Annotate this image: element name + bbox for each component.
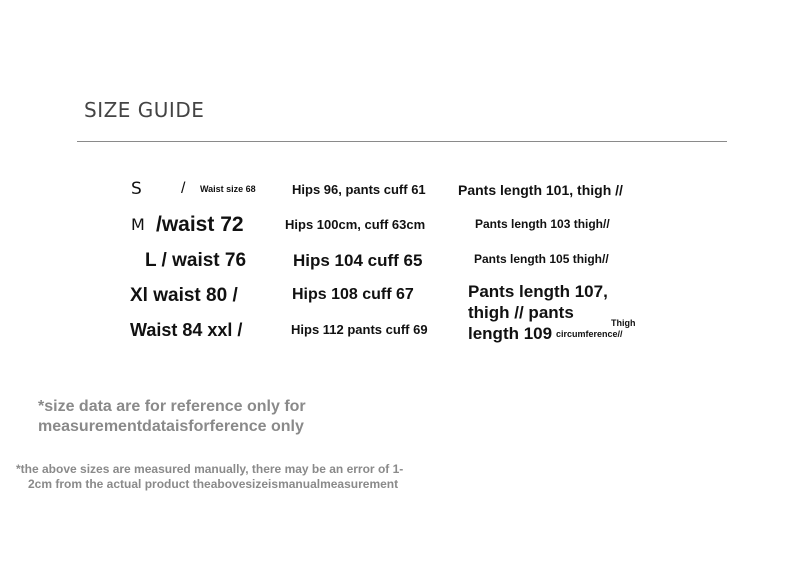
size-m-hips: Hips 100cm, cuff 63cm [285, 217, 426, 232]
size-xxl-circumference: circumference// [556, 329, 623, 339]
size-s-slash: / [181, 180, 186, 197]
title-divider [77, 141, 727, 142]
size-l-waist: L / waist 76 [145, 250, 247, 271]
reference-note-line2: measurementdataisforference only [38, 418, 304, 435]
size-xxl-thigh-label: Thigh [611, 318, 636, 328]
size-xl-hips: Hips 108 cuff 67 [292, 286, 414, 303]
size-s-waist: Waist size 68 [200, 184, 256, 194]
reference-note-line1: *size data are for reference only for [38, 398, 306, 415]
size-xxl-length: length 109 [468, 324, 553, 343]
size-m-waist: /waist 72 [156, 213, 244, 236]
size-xl-length-line2: thigh // pants [468, 303, 574, 322]
size-m-label: M [131, 215, 145, 234]
size-xl-waist: Xl waist 80 / [130, 285, 238, 306]
size-s-hips: Hips 96, pants cuff 61 [292, 182, 426, 197]
page-title: SIZE GUIDE [84, 98, 205, 122]
manual-note-line2: 2cm from the actual product theabovesizeismanualmeasurement [28, 477, 399, 491]
size-l-hips: Hips 104 cuff 65 [293, 251, 423, 270]
size-xl-length-line1: Pants length 107, [468, 282, 608, 301]
size-xxl-waist: Waist 84 xxl / [130, 320, 243, 340]
size-l-length: Pants length 105 thigh// [474, 252, 609, 266]
size-s-length: Pants length 101, thigh // [458, 182, 623, 198]
size-xxl-hips: Hips 112 pants cuff 69 [291, 322, 428, 337]
manual-note-line1: *the above sizes are measured manually, there may be an error of 1- [16, 462, 404, 476]
size-m-length: Pants length 103 thigh// [475, 217, 610, 231]
size-s-label: S [131, 179, 142, 199]
